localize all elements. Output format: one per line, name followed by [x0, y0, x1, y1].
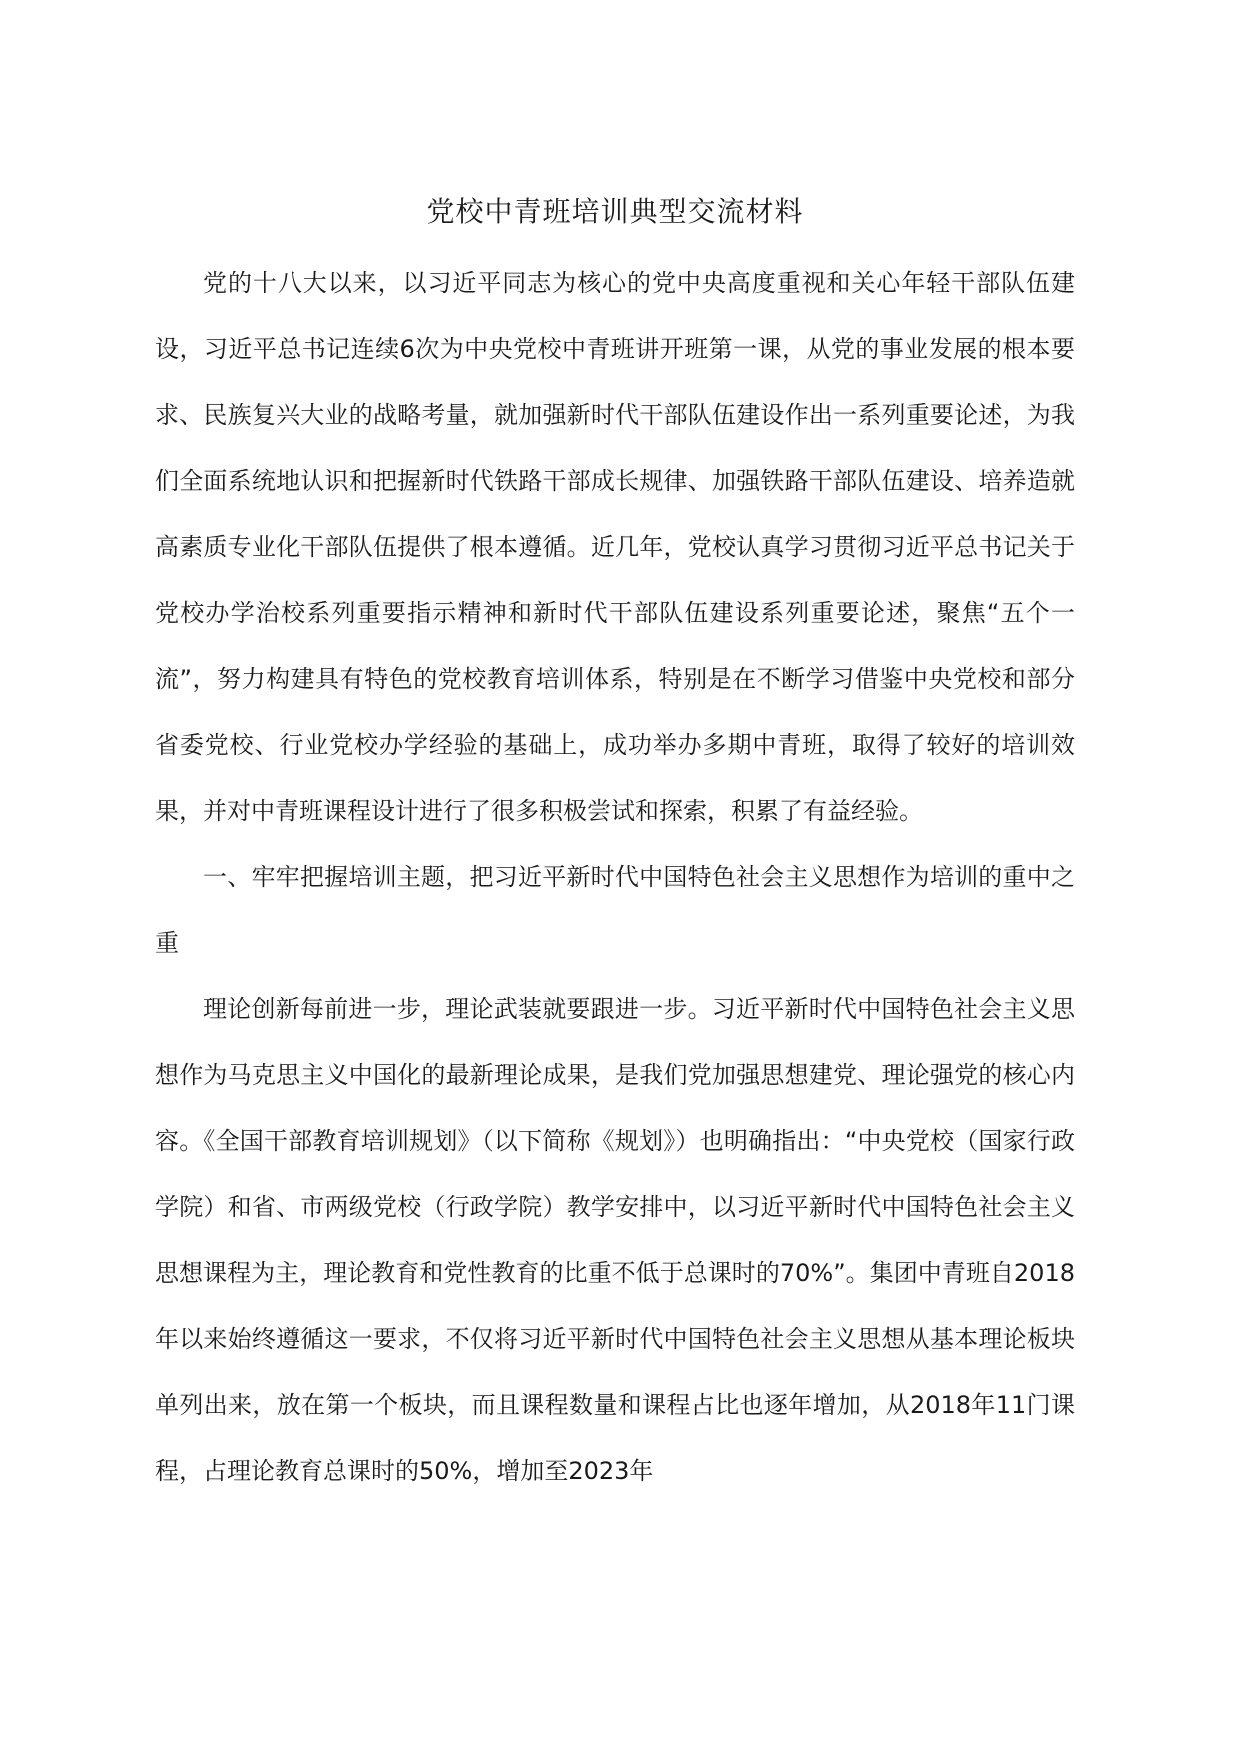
- paragraph-intro: 党的十八大以来，以习近平同志为核心的党中央高度重视和关心年轻干部队伍建设，习近平总书记连续6次为中央党校中青班讲开班第一课，从党的事业发展的根本要求、民族复兴大业的战略考量，就加强新时代干部队伍建设作出一系列重要论述，为我们全面系统地认识和把握新时代铁路干部成长规律、加强铁路干部队伍建设、培养造就高素质专业化干部队伍提供了根本遵循。近几年，党校认真学习贯彻习近平总书记关于党校办学治校系列重要指示精神和新时代干部队伍建设系列重要论述，聚焦“五个一流”，努力构建具有特色的党校教育培训体系，特别是在不断学习借鉴中央党校和部分省委党校、行业党校办学经验的基础上，成功举办多期中青班，取得了较好的培训效果，并对中青班课程设计进行了很多积极尝试和探索，积累了有益经验。: [155, 269, 1075, 825]
- section-heading-1: 一、牢牢把握培训主题，把习近平新时代中国特色社会主义思想作为培训的重中之重: [155, 863, 1075, 957]
- document-title: 党校中青班培训典型交流材料: [426, 195, 804, 228]
- paragraph-theory: 理论创新每前进一步，理论武装就要跟进一步。习近平新时代中国特色社会主义思想作为马克思主义中国化的最新理论成果，是我们党加强思想建党、理论强党的核心内容。《全国干部教育培训规划》（以下简称《规划》）也明确指出：“中央党校（国家行政学院）和省、市两级党校（行政学院）教学安排中，以习近平新时代中国特色社会主义思想课程为主，理论教育和党性教育的比重不低于总课时的70%”。集团中青班自2018年以来始终遵循这一要求，不仅将习近平新时代中国特色社会主义思想从基本理论板块单列出来，放在第一个板块，而且课程数量和课程占比也逐年增加，从2018年11门课程，占理论教育总课时的50%，增加至2023年: [155, 995, 1075, 1485]
- document-body: [155, 190, 1075, 1504]
